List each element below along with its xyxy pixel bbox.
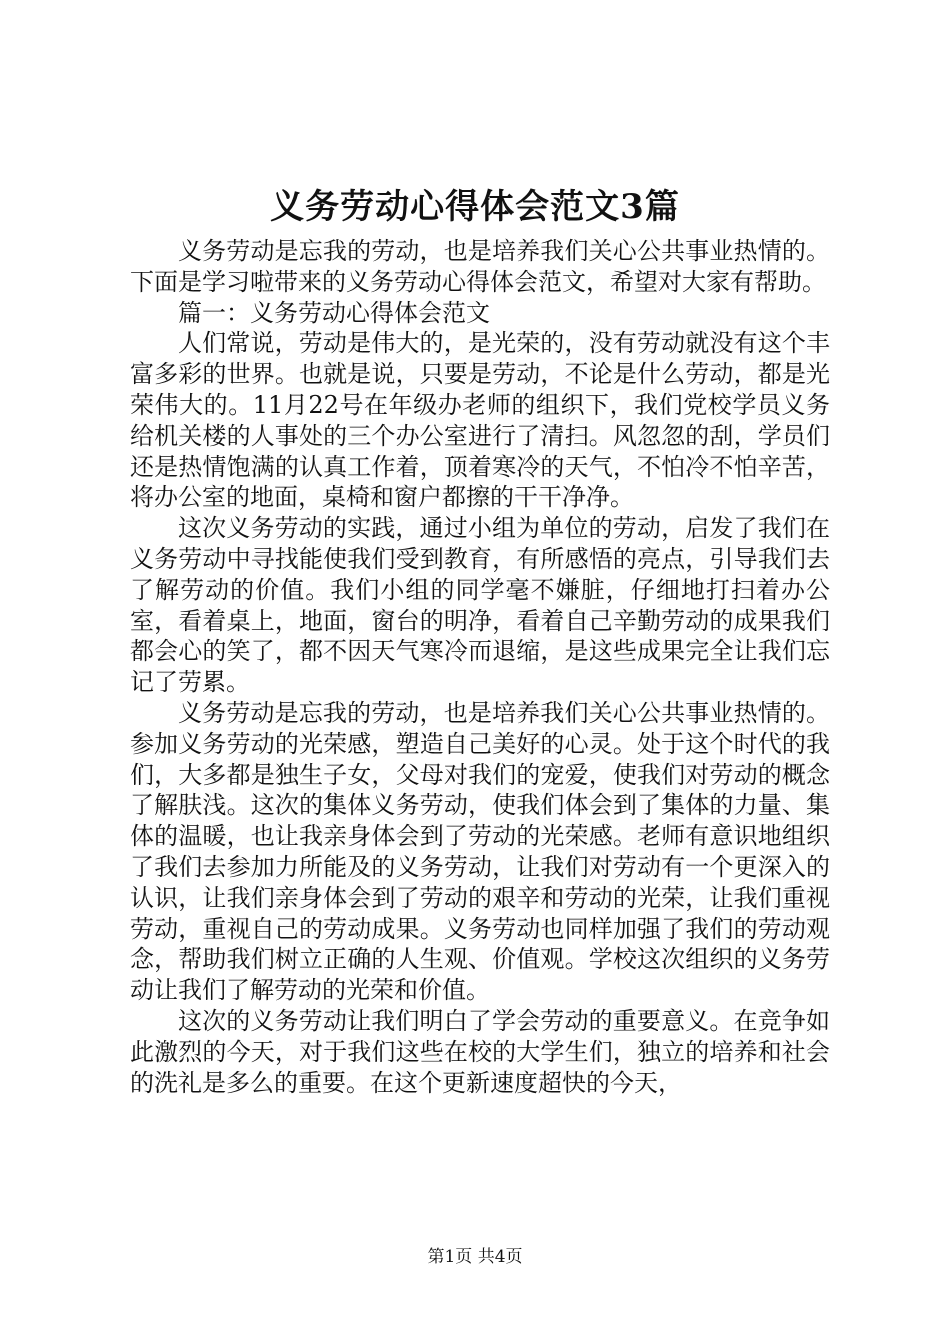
paragraph: 这次义务劳动的实践，通过小组为单位的劳动，启发了我们在义务劳动中寻找能使我们受到教育，有所感悟的亮点，引导我们去了解劳动的价值。我们小组的同学毫不嫌脏，仔细地打扫着办公室，看着桌上，地面，窗台的明净，看着自己辛勤劳动的成果我们都会心的笑了，都不因天气寒冷而退缩，是这些成果完全让我们忘记了劳累。: [130, 514, 830, 697]
section-heading: 篇一：义务劳动心得体会范文: [178, 298, 490, 327]
document-body: [130, 236, 830, 1098]
document-title: 义务劳动心得体会范文3篇: [270, 187, 680, 227]
page-number-footer: 第1页 共4页: [427, 1247, 523, 1267]
paragraph: 人们常说，劳动是伟大的，是光荣的，没有劳动就没有这个丰富多彩的世界。也就是说，只要是劳动，不论是什么劳动，都是光荣伟大的。11月22号在年级办老师的组织下，我们党校学员义务给机关楼的人事处的三个办公室进行了清扫。风忽忽的刮，学员们还是热情饱满的认真工作着，顶着寒冷的天气，不怕冷不怕辛苦，将办公室的地面，桌椅和窗户都擦的干干净净。: [130, 329, 830, 512]
paragraph-intro: 义务劳动是忘我的劳动，也是培养我们关心公共事业热情的。下面是学习啦带来的义务劳动心得体会范文，希望对大家有帮助。: [130, 237, 830, 296]
paragraph: 义务劳动是忘我的劳动，也是培养我们关心公共事业热情的。参加义务劳动的光荣感，塑造自己美好的心灵。处于这个时代的我们，大多都是独生子女，父母对我们的宠爱，使我们对劳动的概念了解肤浅。这次的集体义务劳动，使我们体会到了集体的力量、集体的温暖，也让我亲身体会到了劳动的光荣感。老师有意识地组织了我们去参加力所能及的义务劳动，让我们对劳动有一个更深入的认识，让我们亲身体会到了劳动的艰辛和劳动的光荣，让我们重视劳动，重视自己的劳动成果。义务劳动也同样加强了我们的劳动观念，帮助我们树立正确的人生观、价值观。学校这次组织的义务劳动让我们了解劳动的光荣和价值。: [130, 698, 830, 1005]
paragraph: 这次的义务劳动让我们明白了学会劳动的重要意义。在竞争如此激烈的今天，对于我们这些在校的大学生们，独立的培养和社会的洗礼是多么的重要。在这个更新速度超快的今天，: [130, 1006, 830, 1097]
